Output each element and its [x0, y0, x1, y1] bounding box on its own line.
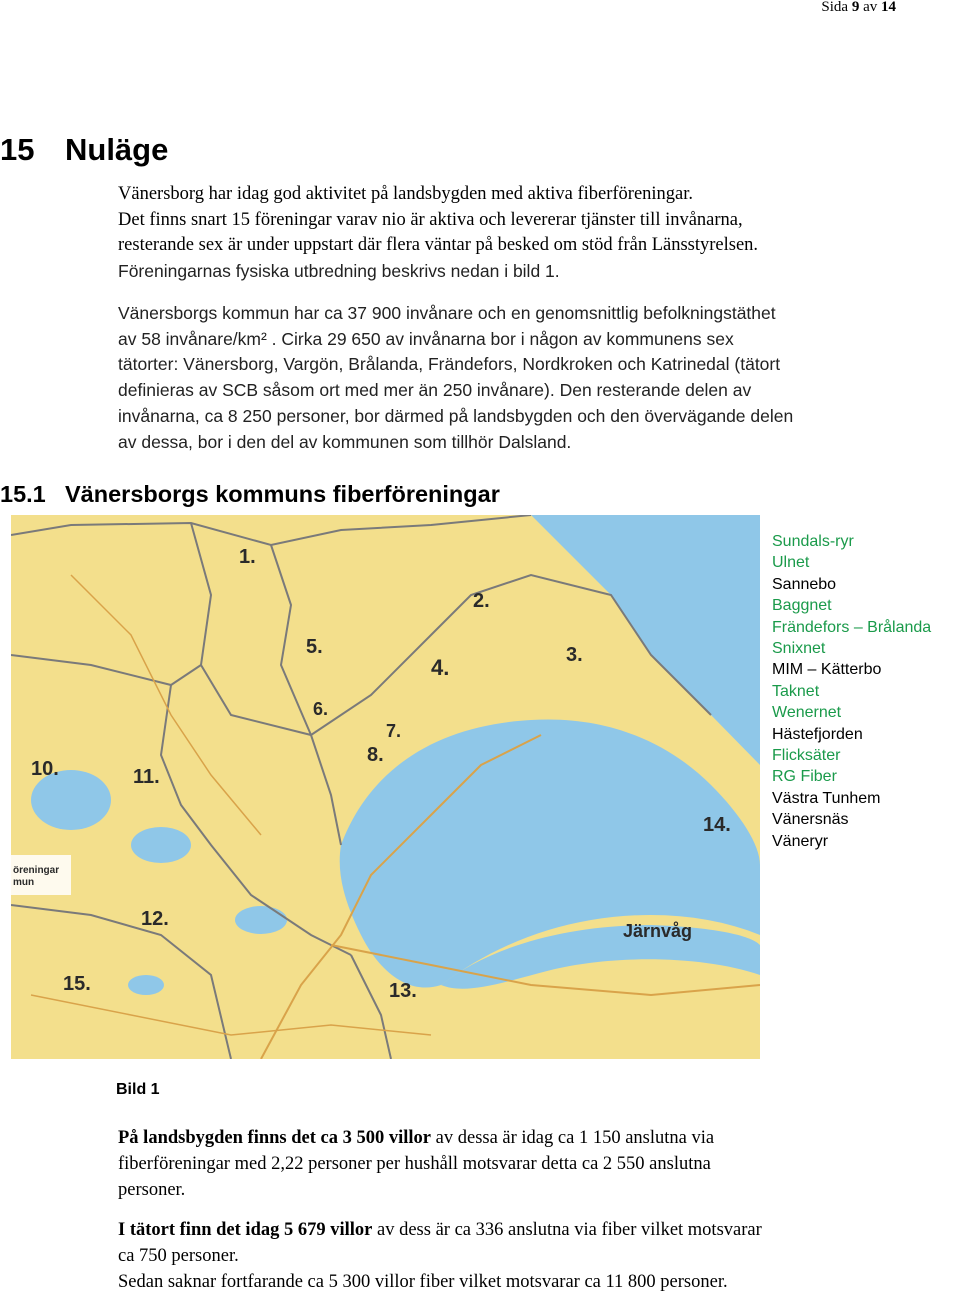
- rural-paragraph: På landsbygden finns det ca 3 500 villor av dessa är idag ca 1 150 anslutna via fiberföreningar med 2,22 personer per hushåll motsvarar detta ca 2 550 anslutna personer.: [118, 1128, 715, 1200]
- map-label: 5.: [306, 636, 323, 658]
- legend-item: Västra Tunhem: [772, 789, 881, 807]
- map-label: 8.: [367, 744, 384, 766]
- map-label: 12.: [141, 908, 169, 930]
- map-label: 10.: [31, 758, 59, 780]
- page-number: Sida 9 av 14: [821, 0, 896, 15]
- legend-item: Väneryr: [772, 832, 829, 850]
- subsection-heading: 15.1 Vänersborgs kommuns fiberföreningar: [0, 481, 500, 507]
- map-label: 13.: [389, 980, 417, 1002]
- map-small-lake: [131, 827, 191, 863]
- legend-item: MIM – Kätterbo: [772, 661, 882, 679]
- association-legend: [772, 531, 931, 852]
- map-edge-label: mun: [13, 877, 35, 888]
- legend-item: Snixnet: [772, 640, 826, 658]
- figure-caption: Bild 1: [116, 1081, 160, 1098]
- legend-item: Sannebo: [772, 575, 837, 593]
- map-small-lake: [235, 906, 287, 934]
- legend-item: Sundals-ryr: [772, 533, 854, 550]
- map-label: 3.: [566, 644, 583, 666]
- legend-item: Taknet: [772, 682, 820, 700]
- map-label: 2.: [473, 590, 490, 612]
- population-paragraph: Vänersborgs kommun har ca 37 900 invånare och en genomsnittlig befolkningstäthet av 58 invånare/km² . Cirka 29 650 av invånarna bor i någon av kommunens sex tätorter: Vänersborg, Vargön, Brålanda, Frändefors, Nordkroken och Katrinedal (tätort definieras av SCB såsom ort med mer än 250 invånare). Den resterande delen av invånarna, ca 8 250 personer, bor därmed på landsbygden och den övervägande delen av dessa, bor i den del av kommunen som tillhör Dalsland.: [118, 303, 794, 452]
- section-heading: 15 Nuläge: [0, 132, 169, 167]
- map-label: 11.: [133, 766, 160, 788]
- map-small-lake: [128, 975, 164, 995]
- legend-item: Flicksäter: [772, 747, 841, 765]
- map-label: 15.: [63, 973, 91, 995]
- map-label: 4.: [431, 655, 450, 680]
- map-edge-label: öreningar: [13, 865, 60, 876]
- intro-paragraph: Vänersborg har idag god aktivitet på landsbygden med aktiva fiberföreningar. Det finns snart 15 föreningar varav nio är aktiva och levererar tjänster till invånarna, resterande sex är under uppstart där flera väntar på besked om stöd från Länsstyrelsen. Föreningarnas fysiska utbredning beskrivs nedan i bild 1.: [118, 184, 759, 282]
- legend-item: Ulnet: [772, 554, 810, 572]
- map-label: 1.: [239, 546, 256, 568]
- urban-paragraph: I tätort finn det idag 5 679 villor av dess är ca 336 anslutna via fiber vilket motsvarar ca 750 personer. Sedan saknar fortfarande ca 5 300 villor fiber vilket motsvarar ca 11 800 personer.: [118, 1220, 762, 1292]
- legend-item: Wenernet: [772, 704, 842, 722]
- legend-item: Hästefjorden: [772, 725, 863, 743]
- map-label: 7.: [386, 721, 402, 741]
- map-label: 14.: [703, 814, 731, 836]
- map-label: 6.: [313, 699, 329, 719]
- legend-item: RG Fiber: [772, 768, 837, 786]
- legend-item: Frändefors – Brålanda: [772, 618, 932, 636]
- map-label: Järnvåg: [623, 921, 693, 941]
- fiber-association-map: [11, 515, 760, 1059]
- legend-item: Vänersnäs: [772, 811, 849, 829]
- legend-item: Baggnet: [772, 597, 832, 615]
